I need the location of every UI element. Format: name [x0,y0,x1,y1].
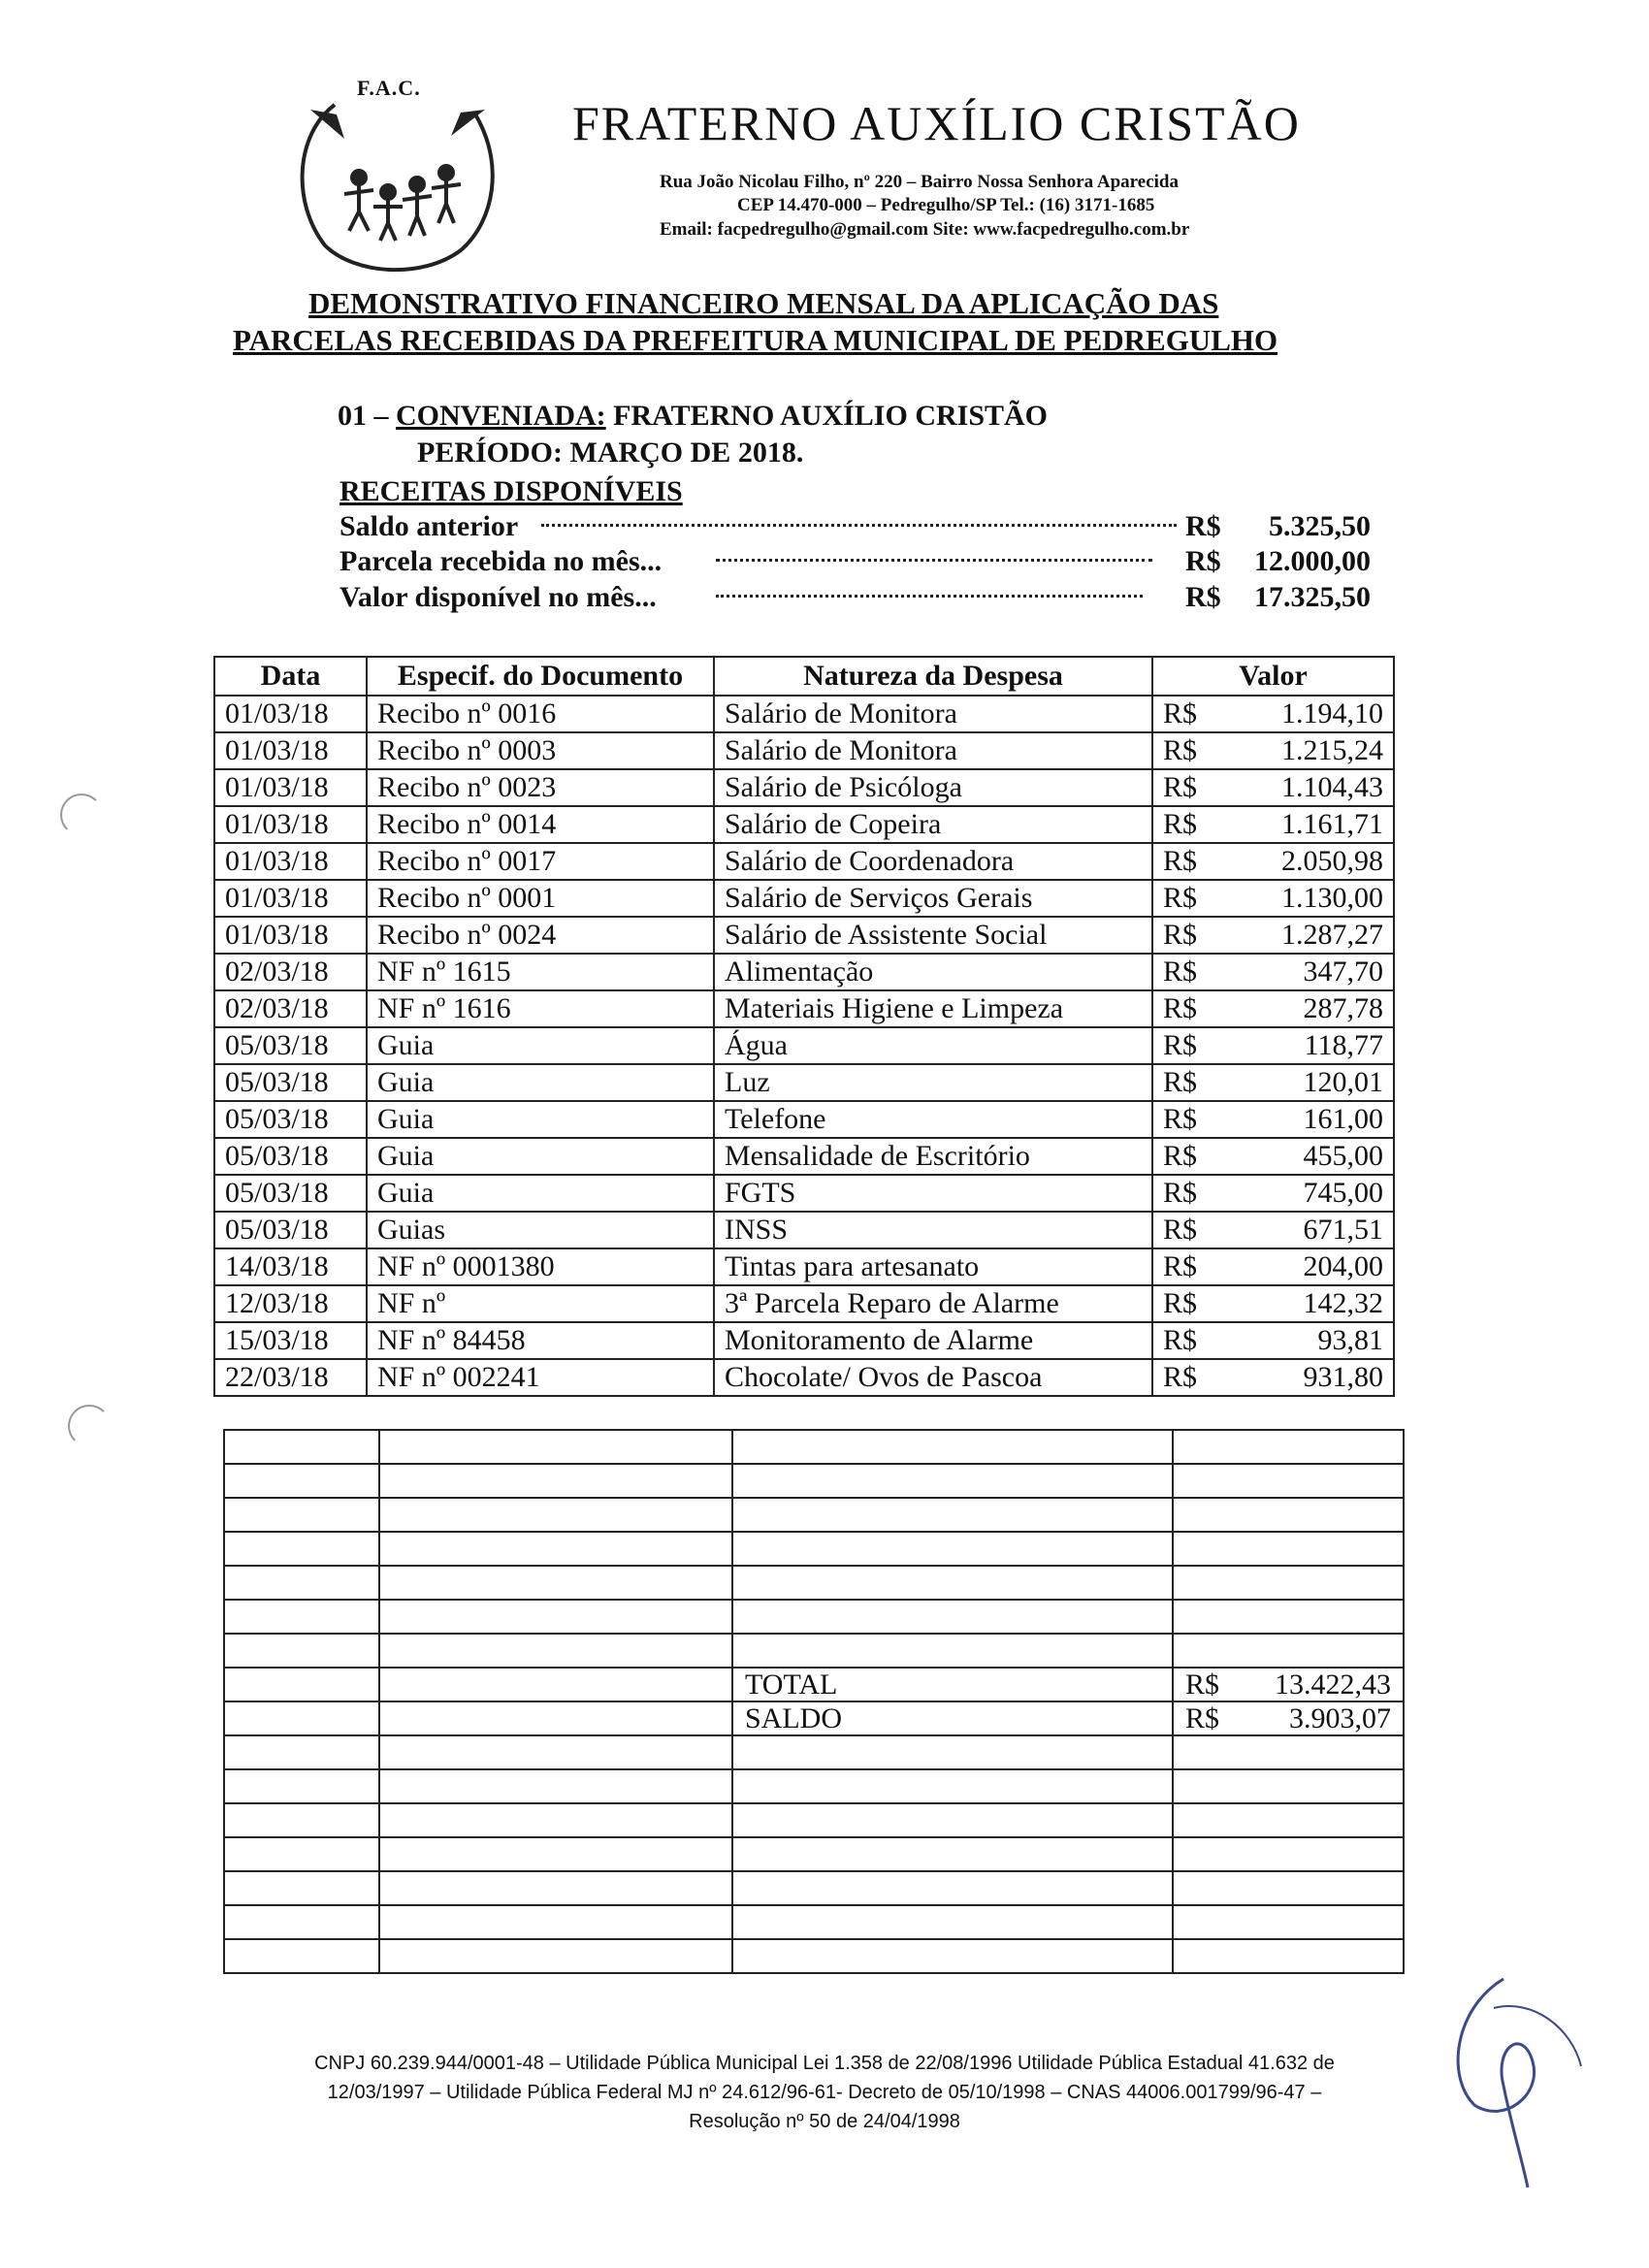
table-row [214,1064,1394,1101]
document-cell: Recibo nº 0023 [367,769,714,806]
date-cell: 05/03/18 [214,1138,367,1175]
value-currency: R$ [1163,1140,1198,1172]
date-cell: 01/03/18 [214,769,367,806]
empty-cell [732,1735,1173,1769]
empty-cell [732,1600,1173,1634]
value-currency: R$ [1163,1214,1198,1246]
blank-row [224,1735,1404,1769]
value-cell [1152,1064,1394,1101]
receita-currency: R$ [1185,581,1221,613]
empty-cell [1173,1634,1404,1668]
date-cell: 01/03/18 [214,880,367,917]
value-cell [1152,990,1394,1027]
handwritten-signature [1436,1969,1591,2192]
nature-cell: 3ª Parcela Reparo de Alarme [714,1285,1152,1322]
expense-table [213,656,1395,1397]
empty-cell [1173,1532,1404,1566]
leader-dots [716,559,1152,562]
nature-cell: Salário de Serviços Gerais [714,880,1152,917]
conveniada-value: FRATERNO AUXÍLIO CRISTÃO [613,400,1049,432]
date-cell: 05/03/18 [214,1064,367,1101]
value-currency: R$ [1163,1029,1198,1061]
date-cell: 01/03/18 [214,806,367,843]
empty-cell [732,1803,1173,1837]
blank-row [224,1430,1404,1464]
receita-row [340,581,1371,618]
empty-cell [1173,1939,1404,1973]
empty-cell [1173,1905,1404,1939]
date-cell: 01/03/18 [214,696,367,732]
date-cell: 01/03/18 [214,843,367,880]
nature-cell: Telefone [714,1101,1152,1138]
receitas-header: RECEITAS DISPONÍVEIS [340,475,683,507]
value-cell [1152,769,1394,806]
total-row-value [1173,1668,1404,1701]
empty-cell [224,1668,379,1701]
leader-dots [541,524,1177,527]
blank-row [224,1769,1404,1803]
address-line-1: Rua João Nicolau Filho, nº 220 – Bairro Nossa Senhora Aparecida [660,172,1179,192]
value-amount: 1.215,24 [1281,734,1383,766]
document-cell: Recibo nº 0016 [367,696,714,732]
blank-row [224,1803,1404,1837]
nature-cell: Salário de Monitora [714,696,1152,732]
fac-logo [276,76,519,284]
document-cell: Guias [367,1212,714,1248]
receita-row [340,545,1371,582]
table-row [214,1101,1394,1138]
date-cell: 12/03/18 [214,1285,367,1322]
value-cell [1152,1285,1394,1322]
value-currency: R$ [1163,882,1198,914]
table-header-row [214,657,1394,696]
total-row-amount: 13.422,43 [1275,1669,1391,1701]
document-cell: Recibo nº 0001 [367,880,714,917]
table-row [214,1027,1394,1064]
document-cell: Guia [367,1064,714,1101]
table-row [214,732,1394,769]
value-currency: R$ [1163,919,1198,951]
date-cell: 01/03/18 [214,917,367,954]
value-currency: R$ [1163,1177,1198,1209]
value-cell [1152,1175,1394,1212]
empty-cell [224,1464,379,1498]
column-header: Valor [1152,657,1394,696]
table-row [214,769,1394,806]
nature-cell: Água [714,1027,1152,1064]
empty-cell [224,1498,379,1532]
date-cell: 15/03/18 [214,1322,367,1359]
footer [233,2049,1416,2136]
nature-cell: Salário de Copeira [714,806,1152,843]
empty-cell [732,1871,1173,1905]
empty-cell [1173,1871,1404,1905]
empty-cell [732,1837,1173,1871]
value-currency: R$ [1163,845,1198,877]
empty-cell [224,1600,379,1634]
date-cell: 05/03/18 [214,1212,367,1248]
receita-currency: R$ [1185,510,1221,542]
empty-cell [732,1769,1173,1803]
empty-cell [224,1769,379,1803]
value-cell [1152,1101,1394,1138]
footer-line-3: Resolução nº 50 de 24/04/1998 [689,2111,960,2132]
document-title-line-1: DEMONSTRATIVO FINANCEIRO MENSAL DA APLICAÇÃO DAS [308,286,1219,320]
date-cell: 02/03/18 [214,954,367,990]
value-cell [1152,1359,1394,1396]
empty-cell [379,1769,732,1803]
value-amount: 455,00 [1303,1140,1383,1172]
table-row [214,1359,1394,1396]
document-cell: NF nº 1616 [367,990,714,1027]
empty-cell [224,1430,379,1464]
blank-row [224,1871,1404,1905]
value-amount: 1.104,43 [1281,771,1383,803]
receita-label: Valor disponível no mês... [340,581,657,613]
empty-cell [1173,1498,1404,1532]
document-title-line-2: PARCELAS RECEBIDAS DA PREFEITURA MUNICIPAL DE PEDREGULHO [233,323,1278,357]
value-currency: R$ [1163,1250,1198,1282]
empty-cell [379,1498,732,1532]
table-row [214,843,1394,880]
empty-cell [732,1532,1173,1566]
value-currency: R$ [1163,808,1198,840]
document-cell: NF nº 1615 [367,954,714,990]
table-row [214,1285,1394,1322]
conveniada-prefix: 01 – [338,400,389,432]
footer-line-2: 12/03/1997 – Utilidade Pública Federal MJ nº 24.612/96-61- Decreto de 05/10/1998 – CNAS 44006.001799/96-47 – [327,2082,1322,2103]
document-cell: NF nº 002241 [367,1359,714,1396]
saldo-row-label: SALDO [732,1701,1173,1735]
nature-cell: Chocolate/ Ovos de Pascoa [714,1359,1152,1396]
date-cell: 02/03/18 [214,990,367,1027]
value-currency: R$ [1163,992,1198,1024]
value-amount: 287,78 [1303,992,1383,1024]
value-amount: 1.161,71 [1281,808,1383,840]
value-cell [1152,954,1394,990]
empty-cell [1173,1769,1404,1803]
empty-cell [379,1837,732,1871]
value-amount: 118,77 [1304,1029,1383,1061]
date-cell: 05/03/18 [214,1101,367,1138]
value-currency: R$ [1163,1324,1198,1356]
table-row [214,806,1394,843]
document-cell: Guia [367,1027,714,1064]
value-amount: 93,81 [1317,1324,1383,1356]
empty-cell [224,1837,379,1871]
empty-cell [379,1566,732,1600]
empty-cell [379,1634,732,1668]
leader-dots [716,595,1143,598]
saldo-row [224,1701,1404,1735]
blank-row [224,1600,1404,1634]
empty-cell [379,1871,732,1905]
table-row [214,1138,1394,1175]
value-amount: 347,70 [1303,956,1383,988]
receita-label: Parcela recebida no mês... [340,545,663,577]
empty-cell [732,1905,1173,1939]
empty-cell [379,1939,732,1973]
value-amount: 671,51 [1303,1214,1383,1246]
org-name: FRATERNO AUXÍLIO CRISTÃO [572,96,1301,150]
value-amount: 2.050,98 [1281,845,1383,877]
blank-row [224,1837,1404,1871]
document-cell: Guia [367,1138,714,1175]
value-currency: R$ [1163,956,1198,988]
value-amount: 1.130,00 [1281,882,1383,914]
empty-cell [379,1600,732,1634]
totals-table-body [224,1430,1404,1973]
table-row [214,990,1394,1027]
table-row [214,1322,1394,1359]
empty-cell [732,1464,1173,1498]
value-amount: 931,80 [1303,1361,1383,1393]
value-currency: R$ [1163,771,1198,803]
value-cell [1152,1322,1394,1359]
empty-cell [732,1430,1173,1464]
value-amount: 1.287,27 [1281,919,1383,951]
empty-cell [224,1735,379,1769]
value-currency: R$ [1163,1287,1198,1319]
saldo-row-amount: 3.903,07 [1289,1702,1391,1734]
empty-cell [379,1430,732,1464]
footer-line-1: CNPJ 60.239.944/0001-48 – Utilidade Pública Municipal Lei 1.358 de 22/08/1996 Utilidade Pública Estadual 41.632 de [314,2053,1335,2074]
date-cell: 05/03/18 [214,1175,367,1212]
document-cell: Recibo nº 0014 [367,806,714,843]
empty-cell [732,1939,1173,1973]
nature-cell: Mensalidade de Escritório [714,1138,1152,1175]
value-amount: 745,00 [1303,1177,1383,1209]
blank-row [224,1939,1404,1973]
date-cell: 05/03/18 [214,1027,367,1064]
value-amount: 204,00 [1303,1250,1383,1282]
total-row-label: TOTAL [732,1668,1173,1701]
expense-table-body [214,696,1394,1396]
value-cell [1152,1027,1394,1064]
empty-cell [379,1803,732,1837]
value-cell [1152,1248,1394,1285]
document-cell: Guia [367,1175,714,1212]
periodo: PERÍODO: MARÇO DE 2018. [417,437,804,469]
nature-cell: Tintas para artesanato [714,1248,1152,1285]
column-header: Natureza da Despesa [714,657,1152,696]
empty-cell [1173,1837,1404,1871]
empty-cell [379,1532,732,1566]
value-currency: R$ [1163,697,1198,729]
nature-cell: Monitoramento de Alarme [714,1322,1152,1359]
document-cell: Recibo nº 0017 [367,843,714,880]
receita-amount: 12.000,00 [1254,545,1371,577]
empty-cell [379,1464,732,1498]
empty-cell [379,1701,732,1735]
table-row [214,1175,1394,1212]
empty-cell [732,1498,1173,1532]
value-cell [1152,917,1394,954]
column-header: Especif. do Documento [367,657,714,696]
value-amount: 161,00 [1303,1103,1383,1135]
table-row [214,696,1394,732]
receita-amount: 5.325,50 [1269,510,1371,542]
blank-row [224,1498,1404,1532]
empty-cell [1173,1803,1404,1837]
value-cell [1152,696,1394,732]
date-cell: 14/03/18 [214,1248,367,1285]
saldo-row-currency: R$ [1185,1702,1220,1734]
column-header: Data [214,657,367,696]
receita-row [340,510,1371,547]
conveniada-line [338,400,1048,433]
value-cell [1152,732,1394,769]
receita-label: Saldo anterior [340,510,519,542]
value-currency: R$ [1163,734,1198,766]
table-row [214,880,1394,917]
punch-hole-mark [68,1405,111,1447]
empty-cell [379,1905,732,1939]
value-currency: R$ [1163,1361,1198,1393]
empty-cell [1173,1735,1404,1769]
blank-row [224,1464,1404,1498]
punch-hole-mark [60,794,103,836]
empty-cell [224,1532,379,1566]
receita-currency: R$ [1185,545,1221,577]
nature-cell: Salário de Psicóloga [714,769,1152,806]
value-cell [1152,1212,1394,1248]
empty-cell [1173,1600,1404,1634]
empty-cell [1173,1430,1404,1464]
empty-cell [732,1634,1173,1668]
value-cell [1152,880,1394,917]
blank-row [224,1566,1404,1600]
totals-table [223,1429,1405,1974]
empty-cell [1173,1566,1404,1600]
value-amount: 120,01 [1303,1066,1383,1098]
empty-cell [224,1566,379,1600]
document-cell: NF nº [367,1285,714,1322]
table-row [214,954,1394,990]
value-cell [1152,843,1394,880]
nature-cell: Salário de Coordenadora [714,843,1152,880]
value-cell [1152,1138,1394,1175]
empty-cell [379,1735,732,1769]
address-line-2: CEP 14.470-000 – Pedregulho/SP Tel.: (16) 3171-1685 [737,195,1155,215]
date-cell: 01/03/18 [214,732,367,769]
empty-cell [224,1803,379,1837]
value-amount: 142,32 [1303,1287,1383,1319]
empty-cell [224,1905,379,1939]
document-cell: NF nº 0001380 [367,1248,714,1285]
empty-cell [224,1939,379,1973]
empty-cell [1173,1464,1404,1498]
value-cell [1152,806,1394,843]
receita-amount: 17.325,50 [1254,581,1371,613]
empty-cell [224,1871,379,1905]
blank-row [224,1634,1404,1668]
date-cell: 22/03/18 [214,1359,367,1396]
nature-cell: Salário de Assistente Social [714,917,1152,954]
nature-cell: Luz [714,1064,1152,1101]
total-row-currency: R$ [1185,1669,1220,1701]
nature-cell: Salário de Monitora [714,732,1152,769]
total-row [224,1668,1404,1701]
table-row [214,1248,1394,1285]
value-amount: 1.194,10 [1281,697,1383,729]
nature-cell: FGTS [714,1175,1152,1212]
nature-cell: INSS [714,1212,1152,1248]
document-cell: Recibo nº 0024 [367,917,714,954]
empty-cell [379,1668,732,1701]
conveniada-label: CONVENIADA: [396,400,606,432]
empty-cell [224,1701,379,1735]
empty-cell [224,1634,379,1668]
value-currency: R$ [1163,1066,1198,1098]
blank-row [224,1905,1404,1939]
document-cell: Recibo nº 0003 [367,732,714,769]
table-row [214,917,1394,954]
table-row [214,1212,1394,1248]
nature-cell: Materiais Higiene e Limpeza [714,990,1152,1027]
document-cell: NF nº 84458 [367,1322,714,1359]
blank-row [224,1532,1404,1566]
nature-cell: Alimentação [714,954,1152,990]
saldo-row-value [1173,1701,1404,1735]
value-currency: R$ [1163,1103,1198,1135]
logo-abbreviation: F.A.C. [357,76,421,100]
empty-cell [732,1566,1173,1600]
address-line-3: Email: facpedregulho@gmail.com Site: www.facpedregulho.com.br [660,219,1190,240]
document-cell: Guia [367,1101,714,1138]
